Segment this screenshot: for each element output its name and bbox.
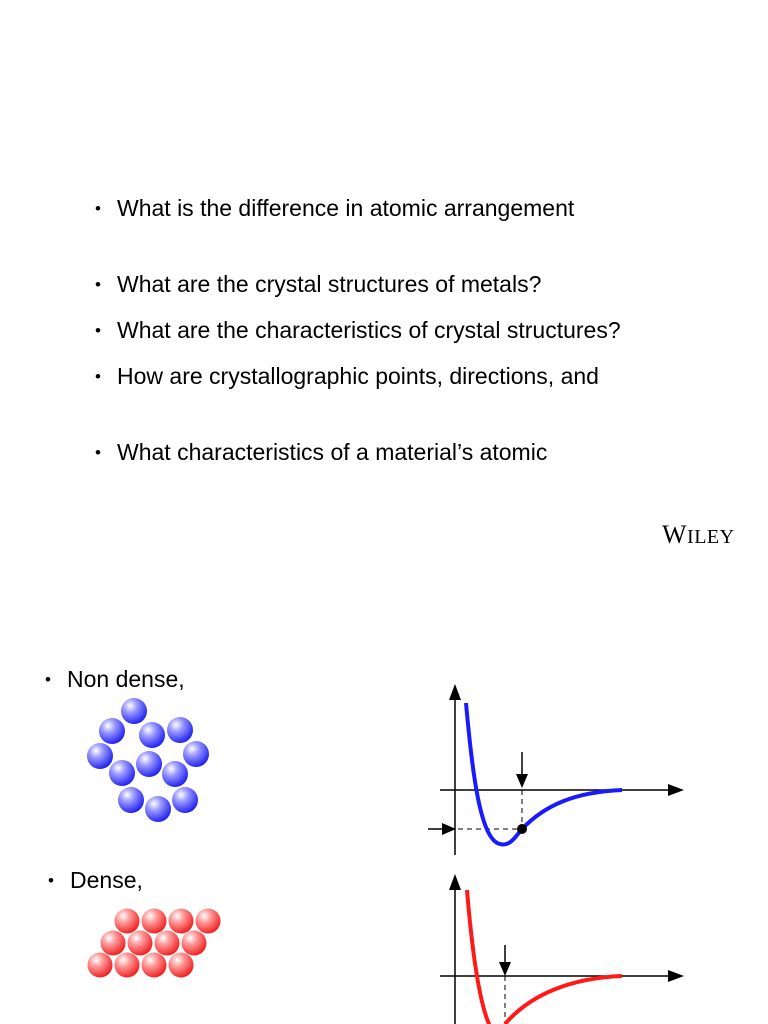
bullet-dot: • xyxy=(45,670,51,689)
atom xyxy=(182,931,207,956)
non-dense-text: Non dense, xyxy=(67,666,185,692)
down-arrow-head xyxy=(499,962,511,976)
right-arrow-head xyxy=(442,823,456,835)
publisher-logo-first: W xyxy=(662,520,688,549)
y-axis-arrow xyxy=(449,684,461,700)
atom xyxy=(115,909,140,934)
red-atoms xyxy=(88,909,221,978)
bullet-text: What is the difference in atomic arrangement xyxy=(117,195,575,221)
bullet-text: How are crystallographic points, directions, and xyxy=(117,363,599,389)
atom xyxy=(183,741,209,767)
bullet-text: What characteristics of a material’s atomic xyxy=(117,439,548,465)
y-axis-arrow xyxy=(449,874,461,890)
atom xyxy=(118,787,144,813)
atom xyxy=(128,931,153,956)
down-arrow-head xyxy=(516,774,528,788)
atom xyxy=(145,796,171,822)
bullet-text: What are the crystal structures of metals? xyxy=(117,271,542,297)
potential-curve-blue xyxy=(466,703,622,845)
atom xyxy=(109,760,135,786)
atom xyxy=(155,931,180,956)
equilibrium-point xyxy=(517,824,527,834)
atom xyxy=(99,718,125,744)
publisher-logo-rest: ILEY xyxy=(687,526,735,548)
potential-curve-red xyxy=(467,890,622,1024)
atom xyxy=(88,953,113,978)
dense-text: Dense, xyxy=(70,867,143,893)
atom xyxy=(162,761,188,787)
atom xyxy=(121,698,147,724)
atom xyxy=(169,909,194,934)
atom xyxy=(136,751,162,777)
bullet-text: What are the characteristics of crystal structures? xyxy=(117,317,621,343)
x-axis-arrow xyxy=(668,784,684,796)
bullet-dot: • xyxy=(95,443,101,462)
atom xyxy=(169,953,194,978)
energy-graph-non-dense xyxy=(428,684,684,855)
atom xyxy=(142,909,167,934)
bullet-dot: • xyxy=(95,321,101,340)
atom xyxy=(139,722,165,748)
atom xyxy=(196,909,221,934)
atom xyxy=(172,787,198,813)
blue-atoms xyxy=(87,698,209,822)
bullet-dot: • xyxy=(95,275,101,294)
atom xyxy=(87,743,113,769)
atom xyxy=(101,931,126,956)
bullet-dot: • xyxy=(95,367,101,386)
bullet-dot: • xyxy=(48,871,54,890)
energy-graph-dense xyxy=(440,874,684,1024)
atom xyxy=(142,953,167,978)
atom xyxy=(115,953,140,978)
bullet-dot: • xyxy=(95,199,101,218)
atom xyxy=(167,717,193,743)
x-axis-arrow xyxy=(668,970,684,982)
